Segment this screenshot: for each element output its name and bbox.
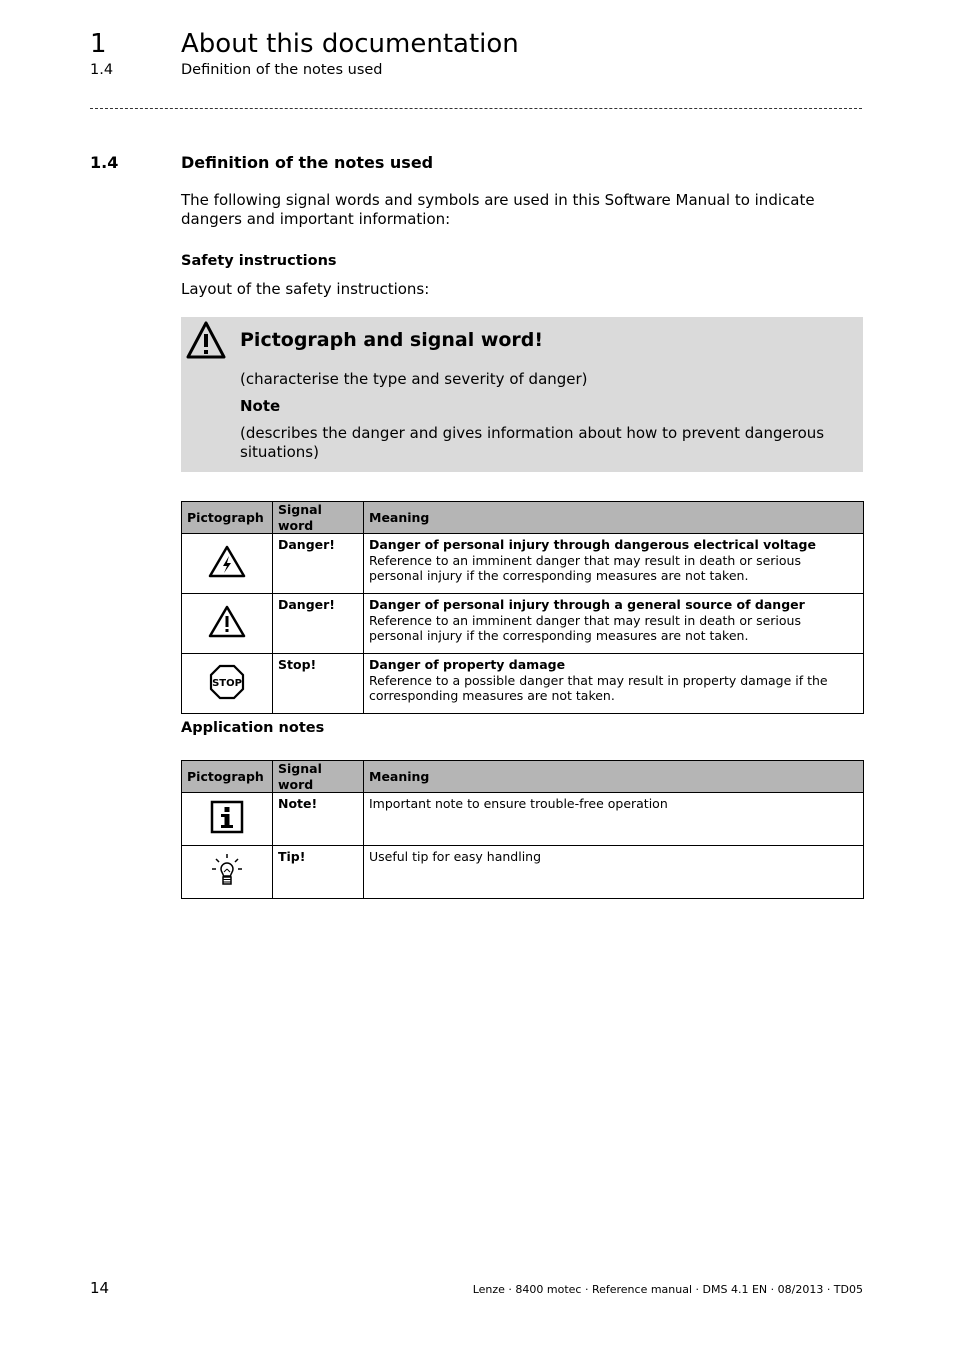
safety-instruction-box bbox=[181, 317, 863, 472]
table-row bbox=[182, 534, 864, 594]
stop-icon-label: STOP bbox=[212, 677, 242, 689]
column-header: Meaning bbox=[364, 761, 864, 793]
section-number: 1.4 bbox=[90, 153, 119, 172]
section-title: Definition of the notes used bbox=[181, 153, 434, 172]
column-header: Pictograph bbox=[182, 761, 273, 793]
subchapter-number: 1.4 bbox=[90, 62, 114, 78]
table-row bbox=[182, 594, 864, 654]
stop-icon bbox=[209, 664, 245, 700]
column-header: Signal word bbox=[273, 502, 364, 534]
electrical-voltage-warning-icon bbox=[208, 545, 246, 579]
box-title: Pictograph and signal word! bbox=[240, 329, 544, 351]
box-danger-type: (characterise the type and severity of danger) bbox=[240, 370, 588, 388]
application-notes-heading: Application notes bbox=[181, 720, 325, 736]
chapter-number: 1 bbox=[90, 29, 107, 59]
signal-word: Note! bbox=[273, 793, 364, 846]
table-row bbox=[182, 793, 864, 846]
table-header-row bbox=[182, 502, 864, 534]
table-row bbox=[182, 654, 864, 714]
chapter-title: About this documentation bbox=[181, 29, 519, 59]
meaning-text: Important note to ensure trouble-free operation bbox=[364, 793, 864, 846]
meaning-title: Danger of property damage bbox=[369, 657, 566, 672]
general-warning-icon bbox=[208, 605, 246, 639]
meaning-title: Danger of personal injury through a general source of danger bbox=[369, 597, 805, 612]
footer-text: Lenze · 8400 motec · Reference manual · DMS 4.1 EN · 08/2013 · TD05 bbox=[472, 1283, 863, 1296]
box-note-label: Note bbox=[240, 397, 281, 415]
signal-word: Danger! bbox=[273, 594, 364, 654]
table-row bbox=[182, 846, 864, 899]
column-header: Signal word bbox=[273, 761, 364, 793]
meaning-title: Danger of personal injury through dangerous electrical voltage bbox=[369, 537, 816, 552]
signal-word: Danger! bbox=[273, 534, 364, 594]
header-divider bbox=[90, 108, 862, 109]
table-header-row bbox=[182, 761, 864, 793]
meaning-text: Reference to an imminent danger that may result in death or serious personal injury if the corresponding measures are not taken. bbox=[369, 612, 801, 643]
column-header: Meaning bbox=[364, 502, 864, 534]
lightbulb-icon bbox=[209, 852, 245, 888]
meaning-text: Reference to an imminent danger that may result in death or serious personal injury if the corresponding measures are not taken. bbox=[369, 552, 801, 583]
subchapter-title: Definition of the notes used bbox=[181, 62, 383, 78]
meaning-text: Useful tip for easy handling bbox=[364, 846, 864, 899]
column-header: Pictograph bbox=[182, 502, 273, 534]
general-warning-icon bbox=[185, 320, 227, 360]
info-icon bbox=[210, 800, 244, 834]
page-number: 14 bbox=[90, 1279, 110, 1297]
safety-layout-text: Layout of the safety instructions: bbox=[181, 280, 430, 298]
signal-word: Tip! bbox=[273, 846, 364, 899]
safety-notes-table bbox=[181, 501, 864, 714]
meaning-text: Reference to a possible danger that may result in property damage if the corresponding measures are not taken. bbox=[369, 672, 828, 703]
section-intro: The following signal words and symbols are used in this Software Manual to indicate dangers and important information: bbox=[181, 191, 815, 228]
signal-word: Stop! bbox=[273, 654, 364, 714]
safety-heading: Safety instructions bbox=[181, 253, 337, 269]
box-description: (describes the danger and gives information about how to prevent dangerous situations) bbox=[240, 424, 825, 461]
application-notes-table bbox=[181, 760, 864, 899]
